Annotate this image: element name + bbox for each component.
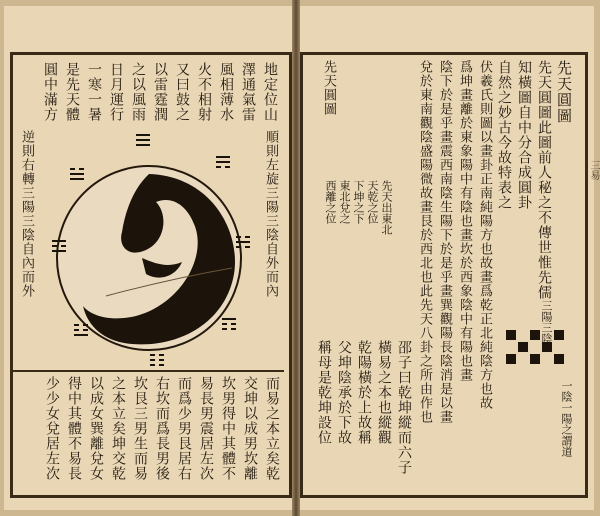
small-note-4: 東北兌之 xyxy=(338,180,351,224)
trigram-note: 一陰一陽之謂道 xyxy=(560,380,573,457)
left-bottom-col-7: 坎艮三男生而易 xyxy=(132,376,148,481)
left-bottom-col-11: 少少女兌居左次 xyxy=(44,376,60,481)
left-divider xyxy=(12,370,284,372)
left-col-1: 地定位山 xyxy=(262,62,278,122)
trigram-kan-icon xyxy=(236,236,250,250)
left-bottom-col-10: 得中其體不易長 xyxy=(66,376,82,481)
right-col-9: 橫易之本也縱觀 xyxy=(376,340,392,445)
right-col-4: 伏羲氏則圖以畫卦正南純陽方也故畫爲乾正北純陰方也故 xyxy=(477,60,492,410)
left-col-10: 是先天體 xyxy=(64,62,80,122)
trigram-xun-icon xyxy=(216,156,230,170)
trigram-li-icon xyxy=(52,240,66,254)
right-col-5: 爲坤畫離於東象陽中有陰也畫坎於西象陰中有陽也畫 xyxy=(457,60,472,382)
small-note-1: 先天出東北 xyxy=(380,180,393,235)
trigram-qian-icon xyxy=(136,134,150,148)
right-col-8: 邵子曰乾坤縱而六子 xyxy=(396,340,412,475)
left-col-9: 一寒一暑 xyxy=(86,62,102,122)
left-col-3: 風相薄水 xyxy=(218,62,234,122)
left-side-right: 順則左旋三陽三陰自外而內 xyxy=(263,130,278,298)
right-col-3: 自然之妙古今故特表之 xyxy=(496,60,512,210)
left-bottom-col-5: 而爲少男艮居右 xyxy=(176,376,192,481)
book-gutter xyxy=(292,0,300,516)
trigram-gen-icon xyxy=(222,318,236,332)
right-side-title: 先天圓圖 xyxy=(321,60,336,116)
left-col-5: 又曰鼓之 xyxy=(174,62,190,122)
left-col-11: 圓中滿方 xyxy=(42,62,58,122)
small-note-2: 天乾之位 xyxy=(366,180,379,224)
trigram-kun-icon xyxy=(150,354,164,368)
trigram-grid-icon xyxy=(506,330,568,374)
small-note-5: 西離之位 xyxy=(324,180,337,224)
right-col-2: 知橫圖自中分合成圓卦 xyxy=(516,60,532,210)
right-col-7: 兌於東南觀陰盛陽微故畫艮於西北也此先天八卦之所由作也 xyxy=(417,60,432,424)
right-col-6: 陰下於是乎畫震西南陰生陽下於是乎畫巽觀陽長陰消是以畫 xyxy=(437,60,452,424)
left-side-left: 逆則右轉三陽三陰自內而外 xyxy=(19,130,34,298)
trigram-dui-icon xyxy=(70,168,84,182)
right-col-11: 父坤陰承於下故 xyxy=(336,340,352,445)
left-bottom-col-1: 而易之本立矣乾 xyxy=(264,376,280,481)
left-bottom-col-4: 易長男震居左次 xyxy=(198,376,214,481)
left-bottom-col-2: 交坤以成男坎離 xyxy=(242,376,258,481)
left-bottom-col-3: 坎男得中其體不 xyxy=(220,376,236,481)
left-col-8: 日月運行 xyxy=(108,62,124,122)
left-col-7: 之以風雨 xyxy=(130,62,146,122)
marginal-note: 三易 xyxy=(588,160,599,180)
legend-label: 三陽三陰 xyxy=(540,300,553,344)
left-bottom-col-6: 右坎而爲長男後 xyxy=(154,376,170,481)
left-col-6: 以雷霆潤 xyxy=(152,62,168,122)
right-col-10: 乾陽橫於上故稱 xyxy=(356,340,372,445)
left-col-4: 火不相射 xyxy=(196,62,212,122)
left-col-2: 澤通氣雷 xyxy=(240,62,256,122)
left-bottom-col-9: 以成女巽離兌女 xyxy=(88,376,104,481)
small-note-3: 下坤之下 xyxy=(352,180,365,224)
trigram-zhen-icon xyxy=(74,324,88,338)
right-title: 先天圓圖 xyxy=(555,60,573,124)
left-bottom-col-8: 之本立矣坤交乾 xyxy=(110,376,126,481)
right-top-rule xyxy=(302,52,582,55)
right-col-1: 先天圓圖此圖前人秘之不傳世惟先儒 xyxy=(536,60,552,300)
right-col-12: 稱母是乾坤設位 xyxy=(316,340,332,445)
